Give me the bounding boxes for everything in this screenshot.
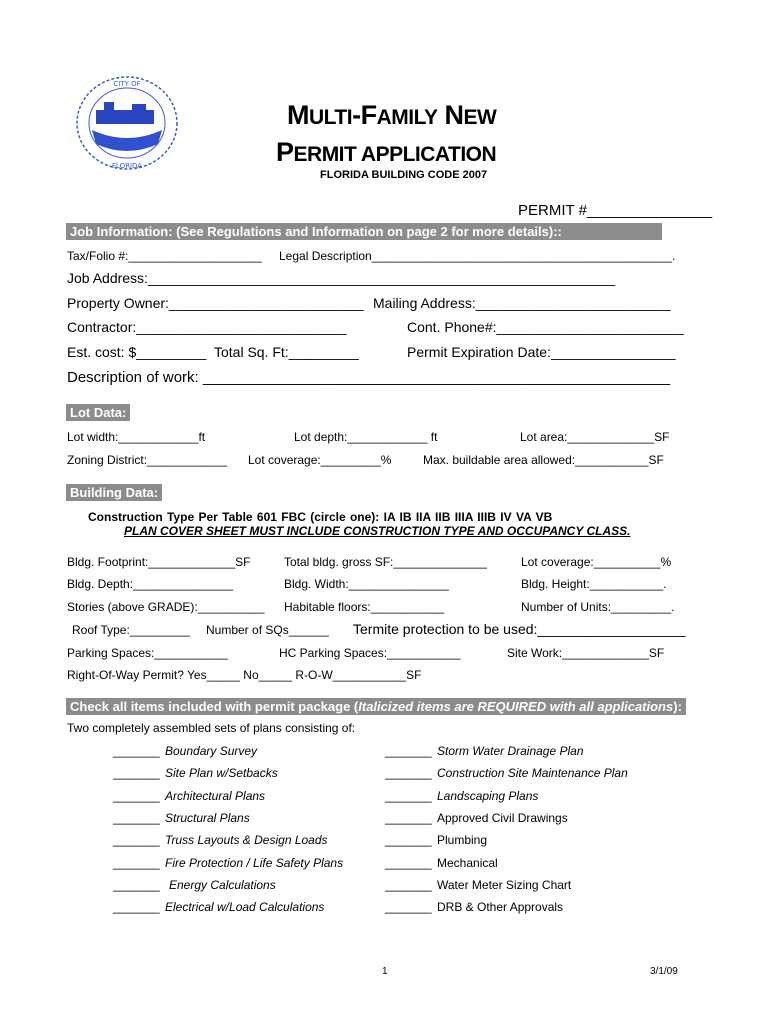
- check-item-right-6: Water Meter Sizing Chart: [437, 878, 572, 892]
- check-item-right-4: Plumbing: [437, 833, 488, 847]
- check-item-right-3: Approved Civil Drawings: [437, 811, 568, 825]
- bldg-height-field[interactable]: Bldg. Height:___________.: [521, 577, 667, 591]
- check-item-left-7: Electrical w/Load Calculations: [165, 900, 325, 914]
- check-blank-left-3[interactable]: _______: [113, 811, 160, 825]
- lot-width-field[interactable]: Lot width:____________ft: [67, 430, 206, 444]
- zoning-district-field[interactable]: Zoning District:____________: [67, 453, 228, 467]
- legal-description-field[interactable]: Legal Description_____________________________________________.: [279, 249, 676, 263]
- bldg-footprint-field[interactable]: Bldg. Footprint:_____________SF: [67, 555, 251, 569]
- total-gross-sf-field[interactable]: Total bldg. gross SF:______________: [284, 555, 487, 569]
- check-blank-right-6[interactable]: _______: [385, 878, 432, 892]
- check-blank-right-1[interactable]: _______: [385, 766, 432, 780]
- checklist-header: Check all items included with permit package (Italicized items are REQUIRED with all applications):: [66, 698, 686, 715]
- check-blank-right-4[interactable]: _______: [385, 833, 432, 847]
- check-blank-left-1[interactable]: _______: [113, 766, 160, 780]
- page-number: 1: [382, 966, 388, 977]
- check-blank-left-4[interactable]: _______: [113, 833, 160, 847]
- title-line-1: MULTI-FAMILY NEW: [287, 100, 497, 130]
- city-seal-logo: [74, 74, 180, 172]
- termite-protection-field[interactable]: Termite protection to be used:___________________: [353, 621, 686, 637]
- estimated-cost-field[interactable]: Est. cost: $_________: [67, 344, 207, 360]
- check-item-left-2: Architectural Plans: [165, 789, 266, 803]
- plan-cover-note: PLAN COVER SHEET MUST INCLUDE CONSTRUCTION TYPE AND OCCUPANCY CLASS.: [124, 524, 631, 538]
- check-blank-left-0[interactable]: _______: [113, 744, 160, 758]
- check-item-right-0: Storm Water Drainage Plan: [437, 744, 584, 758]
- check-blank-left-2[interactable]: _______: [113, 789, 160, 803]
- number-of-sqs-field[interactable]: Number of SQs______: [206, 623, 329, 637]
- property-owner-field[interactable]: Property Owner:_________________________: [67, 295, 364, 311]
- check-item-right-5: Mechanical: [437, 856, 498, 870]
- checklist-intro: Two completely assembled sets of plans consisting of:: [67, 721, 356, 735]
- lot-depth-field[interactable]: Lot depth:____________ ft: [294, 430, 438, 444]
- right-of-way-permit-field[interactable]: Right-Of-Way Permit? Yes_____ No_____ R-O-W___________SF: [67, 668, 422, 682]
- contractor-phone-field[interactable]: Cont. Phone#:________________________: [407, 319, 684, 335]
- check-item-left-0: Boundary Survey: [165, 744, 258, 758]
- number-of-units-field[interactable]: Number of Units:_________.: [521, 600, 675, 614]
- check-item-right-7: DRB & Other Approvals: [437, 900, 564, 914]
- check-blank-left-7[interactable]: _______: [113, 900, 160, 914]
- check-blank-right-7[interactable]: _______: [385, 900, 432, 914]
- max-buildable-area-field[interactable]: Max. buildable area allowed:___________SF: [423, 453, 664, 467]
- bldg-depth-field[interactable]: Bldg. Depth:_______________: [67, 577, 234, 591]
- check-item-left-4: Truss Layouts & Design Loads: [165, 833, 328, 847]
- contractor-field[interactable]: Contractor:___________________________: [67, 319, 347, 335]
- hc-parking-spaces-field[interactable]: HC Parking Spaces:___________: [279, 646, 461, 660]
- parking-spaces-field[interactable]: Parking Spaces:___________: [67, 646, 228, 660]
- check-item-left-5: Fire Protection / Life Safety Plans: [165, 856, 344, 870]
- revision-date: 3/1/09: [650, 966, 678, 977]
- total-sq-ft-field[interactable]: Total Sq. Ft:_________: [214, 344, 359, 360]
- check-blank-right-0[interactable]: _______: [385, 744, 432, 758]
- title-line-2: PERMIT APPLICATION: [276, 137, 497, 167]
- description-of-work-field[interactable]: Description of work: ________________________________________________________: [67, 369, 671, 386]
- check-item-right-2: Landscaping Plans: [437, 789, 539, 803]
- bldg-lot-coverage-field[interactable]: Lot coverage:__________%: [521, 555, 672, 569]
- lot-coverage-field[interactable]: Lot coverage:_________%: [248, 453, 392, 467]
- lot-data-header: Lot Data:: [66, 404, 130, 421]
- svg-text:FLORIDA: FLORIDA: [111, 162, 143, 170]
- check-item-right-1: Construction Site Maintenance Plan: [437, 766, 628, 780]
- permit-expiration-field[interactable]: Permit Expiration Date:________________: [407, 344, 676, 360]
- job-address-field[interactable]: Job Address:____________________________________________________________: [67, 270, 616, 286]
- check-blank-left-6[interactable]: _______: [113, 878, 160, 892]
- check-item-left-1: Site Plan w/Setbacks: [165, 766, 278, 780]
- roof-type-field[interactable]: Roof Type:_________: [72, 623, 190, 637]
- construction-type-line[interactable]: Construction Type Per Table 601 FBC (circle one): IA IB IIA IIB IIIA IIIB IV VA VB: [88, 510, 553, 524]
- site-work-field[interactable]: Site Work:_____________SF: [507, 646, 665, 660]
- permit-number-field[interactable]: PERMIT #_______________: [518, 202, 713, 219]
- subtitle: FLORIDA BUILDING CODE 2007: [320, 169, 488, 181]
- check-blank-right-3[interactable]: _______: [385, 811, 432, 825]
- stories-field[interactable]: Stories (above GRADE):__________: [67, 600, 265, 614]
- building-data-header: Building Data:: [66, 484, 162, 501]
- mailing-address-field[interactable]: Mailing Address:_________________________: [373, 295, 671, 311]
- tax-folio-field[interactable]: Tax/Folio #:____________________: [67, 249, 262, 263]
- check-item-left-3: Structural Plans: [165, 811, 250, 825]
- lot-area-field[interactable]: Lot area:_____________SF: [520, 430, 670, 444]
- habitable-floors-field[interactable]: Habitable floors:___________: [284, 600, 445, 614]
- check-blank-right-2[interactable]: _______: [385, 789, 432, 803]
- check-blank-left-5[interactable]: _______: [113, 856, 160, 870]
- bldg-width-field[interactable]: Bldg. Width:_______________: [284, 577, 449, 591]
- check-item-left-6: Energy Calculations: [169, 878, 276, 892]
- job-information-header: Job Information: (See Regulations and Information on page 2 for more details)::: [66, 223, 662, 240]
- check-blank-right-5[interactable]: _______: [385, 856, 432, 870]
- svg-text:CITY OF: CITY OF: [113, 80, 141, 88]
